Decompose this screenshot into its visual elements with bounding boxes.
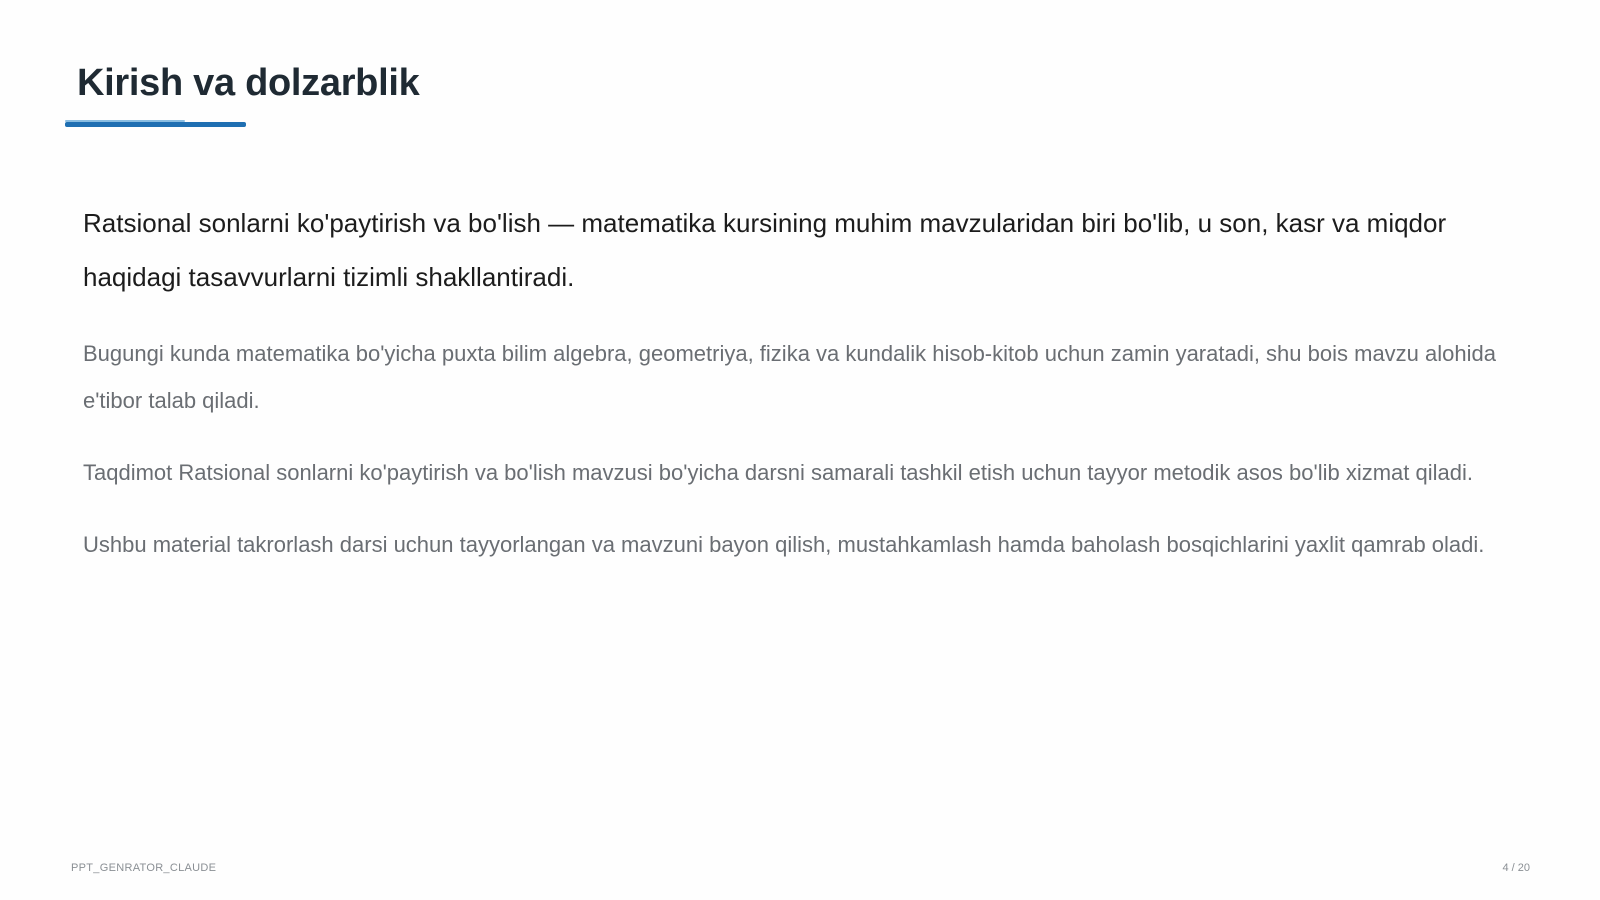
body-paragraph: Taqdimot Ratsional sonlarni ko'paytirish va bo'lish mavzusi bo'yicha darsni samarali tashkil etish uchun tayyor metodik asos bo'lib xizmat qiladi.	[83, 460, 1473, 485]
slide-body	[83, 196, 1533, 593]
page-indicator: 4 / 20	[1502, 862, 1530, 874]
body-paragraph: Bugungi kunda matematika bo'yicha puxta bilim algebra, geometriya, fizika va kundalik hisob-kitob uchun zamin yaratadi, shu bois mavzu alohida e'tibor talab qiladi.	[83, 341, 1496, 413]
title-underline	[65, 122, 246, 127]
body-paragraph: Ushbu material takrorlash darsi uchun tayyorlangan va mavzuni bayon qilish, mustahkamlash hamda baholash bosqichlarini yaxlit qamrab oladi.	[83, 532, 1485, 557]
lead-paragraph: Ratsional sonlarni ko'paytirish va bo'lish — matematika kursining muhim mavzularidan biri bo'lib, u son, kasr va miqdor haqidagi tasavvurlarni tizimli shakllantiradi.	[83, 208, 1447, 292]
footer-brand: PPT_GENRATOR_CLAUDE	[71, 862, 217, 874]
slide-title: Kirish va dolzarblik	[77, 62, 420, 104]
